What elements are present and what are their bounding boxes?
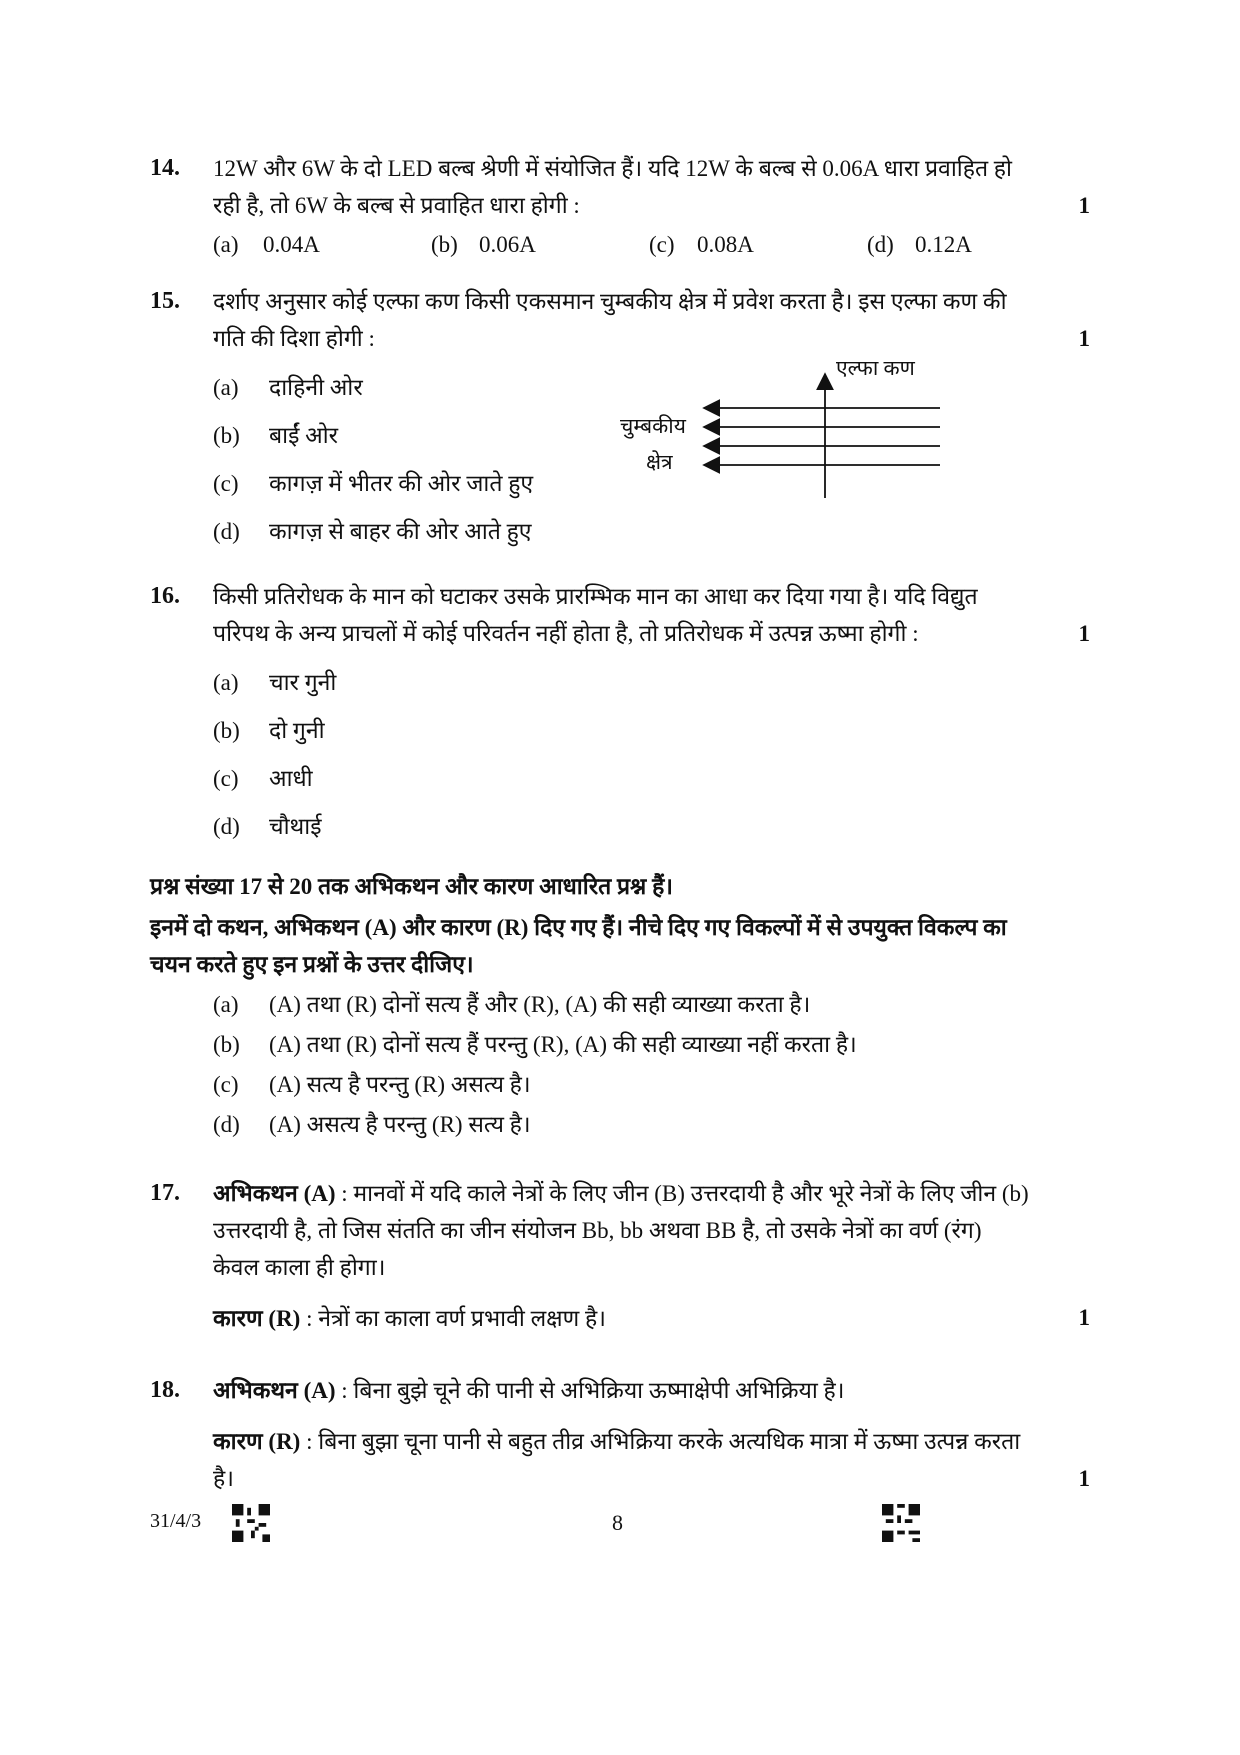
assertion-label: अभिकथन (A) [213,1378,336,1403]
magnetic-field-figure [600,356,940,515]
alpha-particle-label: एल्फा कण [836,356,915,380]
option-b: (b) दो गुनी [213,718,325,743]
reason-label: कारण (R) [213,1429,301,1454]
reason [213,1423,1033,1497]
reason-text: : नेत्रों का काला वर्ण प्रभावी लक्षण है। [300,1306,606,1331]
assertion [213,1175,1033,1286]
assertion-label: अभिकथन (A) [213,1181,336,1206]
assertion-text: : बिना बुझे चूने की पानी से अभिक्रिया ऊष्माक्षेपी अभिक्रिया है। [335,1378,845,1403]
option-a: (a) दाहिनी ओर [213,375,363,400]
assertion-text: : मानवों में यदि काले नेत्रों के लिए जीन (B) उत्तरदायी है और भूरे नेत्रों के लिए जीन (b) उत्तरदायी है, तो जिस संतति का जीन संयोजन Bb, bb अथवा BB है, तो उसके नेत्रों का वर्ण (रंग) केवल काला ही होगा। [213,1181,1029,1280]
option-d: (d) कागज़ से बाहर की ओर आते हुए [213,519,532,544]
question-number: 15. [150,288,180,314]
option-b: (b) 0.06A [431,232,536,257]
option-b: (b) बाईं ओर [213,423,339,448]
assertion [213,1372,1033,1409]
question-18 [150,1372,1090,1497]
qr-code-left-icon [232,1504,270,1542]
option-d: (d) 0.12A [867,232,972,257]
paper-code: 31/4/3 [150,1510,202,1532]
reason-label: कारण (R) [213,1306,301,1331]
option-c: (c) आधी [213,766,313,791]
question-16 [150,578,1090,845]
question-number: 16. [150,583,180,609]
question-number: 17. [150,1180,180,1206]
reason [213,1300,1033,1337]
qr-code-right-icon [882,1504,920,1542]
options-row [213,226,1090,263]
ar-option-b: (b) (A) तथा (R) दोनों सत्य हैं परन्तु (R), (A) की सही व्याख्या नहीं करता है। [213,1032,857,1057]
instruction-line-2: इनमें दो कथन, अभिकथन (A) और कारण (R) दिए गए हैं। नीचे दिए गए विकल्पों में से उपयुक्त विकल्प का चयन करते हुए इन प्रश्नों के उत्तर दीजिए। [150,915,1007,977]
marks: 1 [1078,1305,1090,1330]
page-number: 8 [612,1510,623,1535]
instruction-line-1: प्रश्न संख्या 17 से 20 तक अभिकथन और कारण आधारित प्रश्न हैं। [150,874,673,899]
ar-option-c: (c) (A) सत्य है परन्तु (R) असत्य है। [213,1072,531,1097]
assertion-reason-instructions [150,868,1040,983]
marks: 1 [1078,326,1090,351]
question-text: दर्शाए अनुसार कोई एल्फा कण किसी एकसमान चुम्बकीय क्षेत्र में प्रवेश करता है। इस एल्फा कण की गति की दिशा होगी : [213,289,1007,351]
ar-option-d: (d) (A) असत्य है परन्तु (R) सत्य है। [213,1112,531,1137]
option-a: (a) 0.04A [213,232,320,257]
option-c: (c) 0.08A [649,232,754,257]
question-number: 14. [150,155,180,181]
ar-option-a: (a) (A) तथा (R) दोनों सत्य हैं और (R), (A) की सही व्याख्या करता है। [213,992,811,1017]
question-number: 18. [150,1377,180,1403]
reason-text: : बिना बुझा चूना पानी से बहुत तीव्र अभिक्रिया करके अत्यधिक मात्रा में ऊष्मा उत्पन्न करता है। [213,1429,1021,1491]
assertion-reason-options [213,985,1073,1145]
question-text: 12W और 6W के दो LED बल्ब श्रेणी में संयोजित हैं। यदि 12W के बल्ब से 0.06A धारा प्रवाहित हो रही है, तो 6W के बल्ब से प्रवाहित धारा होगी : [213,156,1012,218]
option-c: (c) कागज़ में भीतर की ओर जाते हुए [213,471,534,496]
field-label-2: क्षेत्र [646,450,673,474]
question-text: किसी प्रतिरोधक के मान को घटाकर उसके प्रारम्भिक मान का आधा कर दिया गया है। यदि विद्युत परिपथ के अन्य प्राचलों में कोई परिवर्तन नहीं होता है, तो प्रतिरोधक में उत्पन्न ऊष्मा होगी : [213,584,978,646]
option-a: (a) चार गुनी [213,670,337,695]
option-d: (d) चौथाई [213,814,322,839]
question-14 [150,150,1090,263]
marks: 1 [1078,193,1090,218]
field-label-1: चुम्बकीय [620,414,686,438]
marks: 1 [1078,1466,1090,1491]
marks: 1 [1078,621,1090,646]
question-17 [150,1175,1090,1337]
